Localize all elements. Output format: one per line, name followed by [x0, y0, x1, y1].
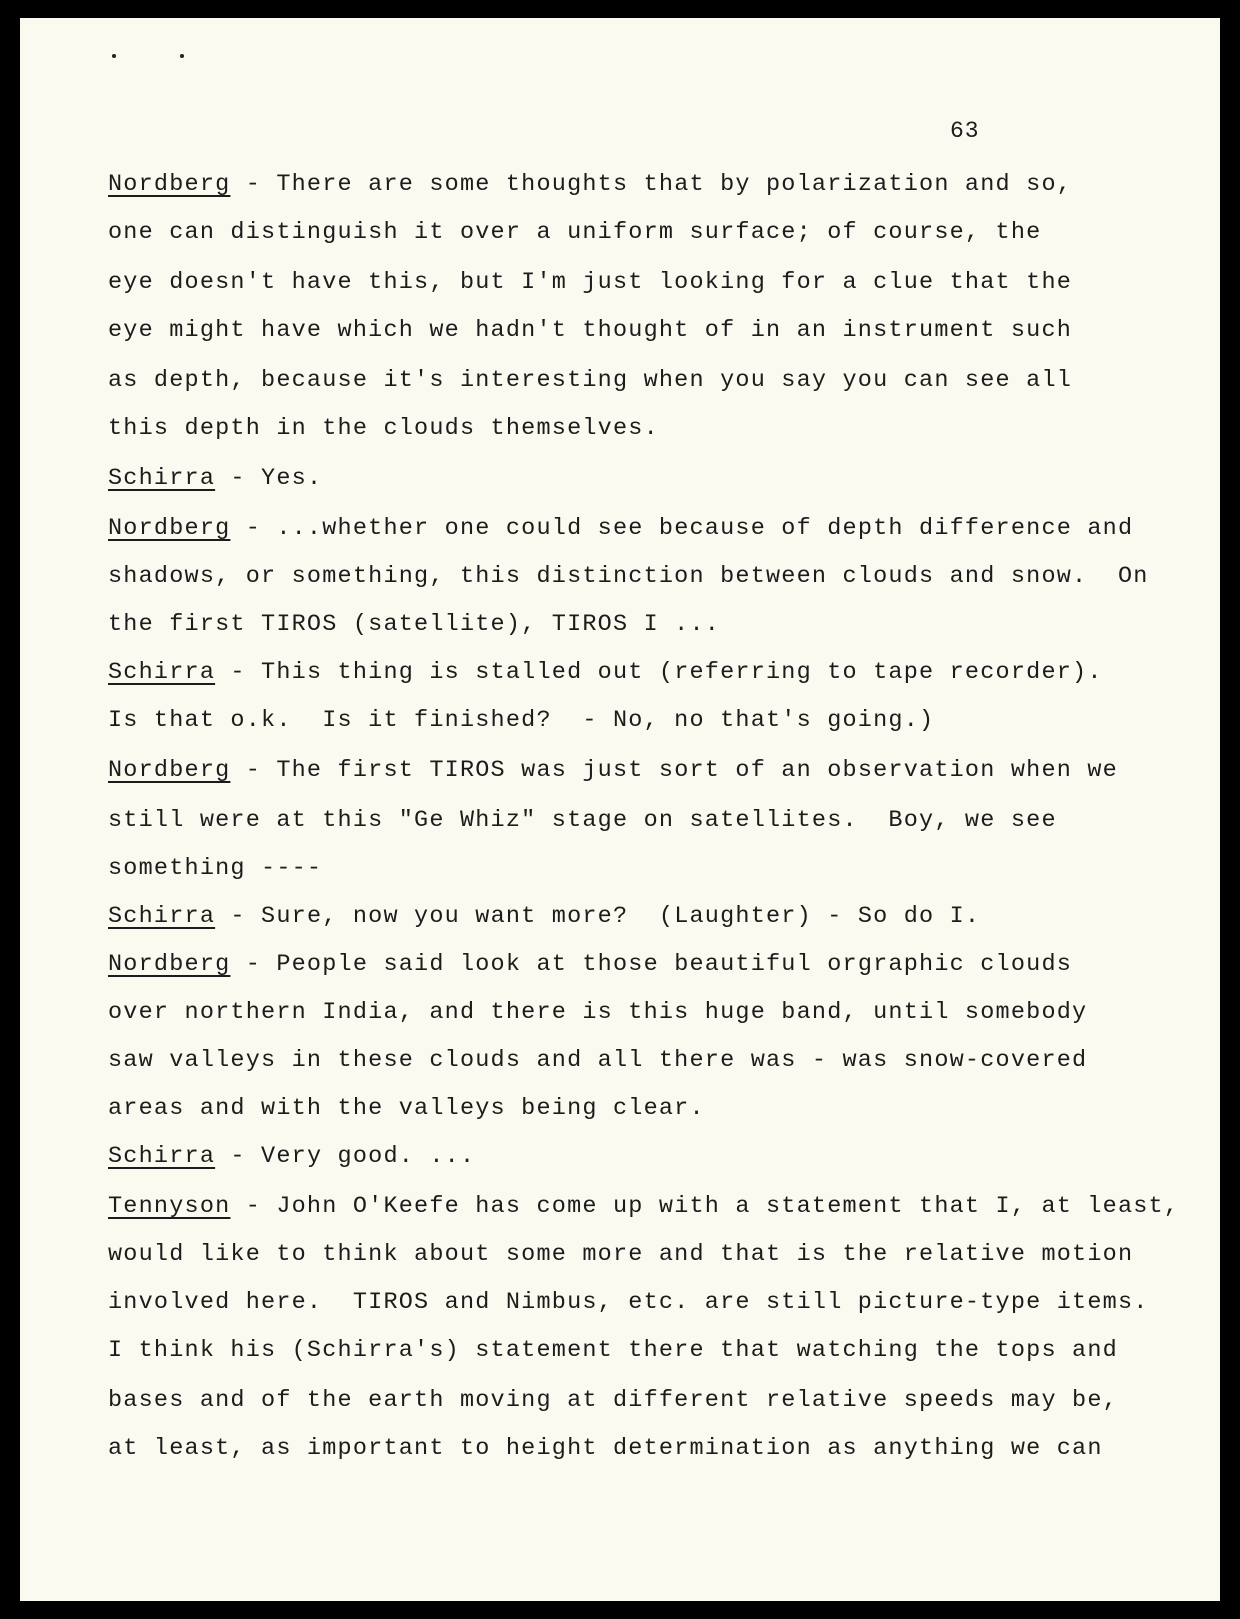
line-text: - ...whether one could see because of depth difference and	[230, 515, 1134, 542]
transcript-line	[108, 218, 1041, 248]
line-text: - John O'Keefe has come up with a statement that I, at least,	[230, 1193, 1180, 1220]
transcript-line	[108, 756, 1118, 786]
transcript-line	[108, 1434, 1103, 1464]
line-text: this depth in the clouds themselves.	[108, 415, 659, 442]
line-text: - Sure, now you want more? (Laughter) - So do I.	[215, 903, 981, 930]
transcript-line	[108, 366, 1072, 396]
line-text: at least, as important to height determination as anything we can	[108, 1435, 1103, 1462]
transcript-line	[108, 1240, 1133, 1270]
line-text: the first TIROS (satellite), TIROS I ...	[108, 611, 721, 638]
document-page	[20, 18, 1220, 1601]
transcript-line	[108, 854, 322, 884]
line-text: something ----	[108, 855, 323, 882]
speaker-name: Nordberg	[108, 515, 231, 542]
speaker-name: Schirra	[108, 1143, 216, 1170]
transcript-line	[108, 170, 1072, 200]
line-text: Is that o.k. Is it finished? - No, no that's going.)	[108, 707, 935, 734]
speaker-name: Tennyson	[108, 1193, 231, 1220]
transcript-line	[108, 706, 934, 736]
transcript-line	[108, 902, 980, 932]
speaker-name: Nordberg	[108, 951, 231, 978]
transcript-line	[108, 658, 1103, 688]
line-text: areas and with the valleys being clear.	[108, 1095, 705, 1122]
transcript-line	[108, 998, 1087, 1028]
line-text: still were at this "Ge Whiz" stage on satellites. Boy, we see	[108, 807, 1057, 834]
speaker-name: Nordberg	[108, 171, 231, 198]
line-text: - This thing is stalled out (referring to tape recorder).	[215, 659, 1103, 686]
transcript-line	[108, 1288, 1149, 1318]
transcript-line	[108, 1142, 475, 1172]
line-text: involved here. TIROS and Nimbus, etc. are still picture-type items.	[108, 1289, 1149, 1316]
line-text: - The first TIROS was just sort of an observation when we	[230, 757, 1118, 784]
transcript-line	[108, 316, 1072, 346]
transcript-line	[108, 1094, 705, 1124]
punch-mark-left	[112, 54, 116, 58]
transcript-line	[108, 414, 659, 444]
line-text: - Yes.	[215, 465, 323, 492]
speaker-name: Nordberg	[108, 757, 231, 784]
punch-mark-right	[180, 54, 184, 58]
line-text: - Very good. ...	[215, 1143, 476, 1170]
transcript-line	[108, 268, 1072, 298]
transcript-line	[108, 950, 1072, 980]
transcript-line	[108, 1192, 1179, 1222]
line-text: shadows, or something, this distinction between clouds and snow. On	[108, 563, 1149, 590]
transcript-line	[108, 514, 1133, 544]
transcript-line	[108, 610, 720, 640]
transcript-line	[108, 464, 322, 494]
transcript-line	[108, 1046, 1087, 1076]
line-text: eye doesn't have this, but I'm just looking for a clue that the	[108, 269, 1073, 296]
line-text: saw valleys in these clouds and all there was - was snow-covered	[108, 1047, 1088, 1074]
speaker-name: Schirra	[108, 903, 216, 930]
speaker-name: Schirra	[108, 659, 216, 686]
transcript-line	[108, 1386, 1118, 1416]
line-text: would like to think about some more and that is the relative motion	[108, 1241, 1134, 1268]
line-text: - People said look at those beautiful orgraphic clouds	[230, 951, 1073, 978]
transcript-line	[108, 562, 1149, 592]
line-text: as depth, because it's interesting when you say you can see all	[108, 367, 1073, 394]
page-number: 63	[950, 118, 980, 144]
line-text: - There are some thoughts that by polarization and so,	[230, 171, 1073, 198]
transcript-line	[108, 806, 1057, 836]
transcript-line	[108, 1336, 1118, 1366]
line-text: one can distinguish it over a uniform surface; of course, the	[108, 219, 1042, 246]
line-text: I think his (Schirra's) statement there that watching the tops and	[108, 1337, 1118, 1364]
line-text: eye might have which we hadn't thought of in an instrument such	[108, 317, 1073, 344]
line-text: bases and of the earth moving at different relative speeds may be,	[108, 1387, 1118, 1414]
line-text: over northern India, and there is this huge band, until somebody	[108, 999, 1088, 1026]
speaker-name: Schirra	[108, 465, 216, 492]
